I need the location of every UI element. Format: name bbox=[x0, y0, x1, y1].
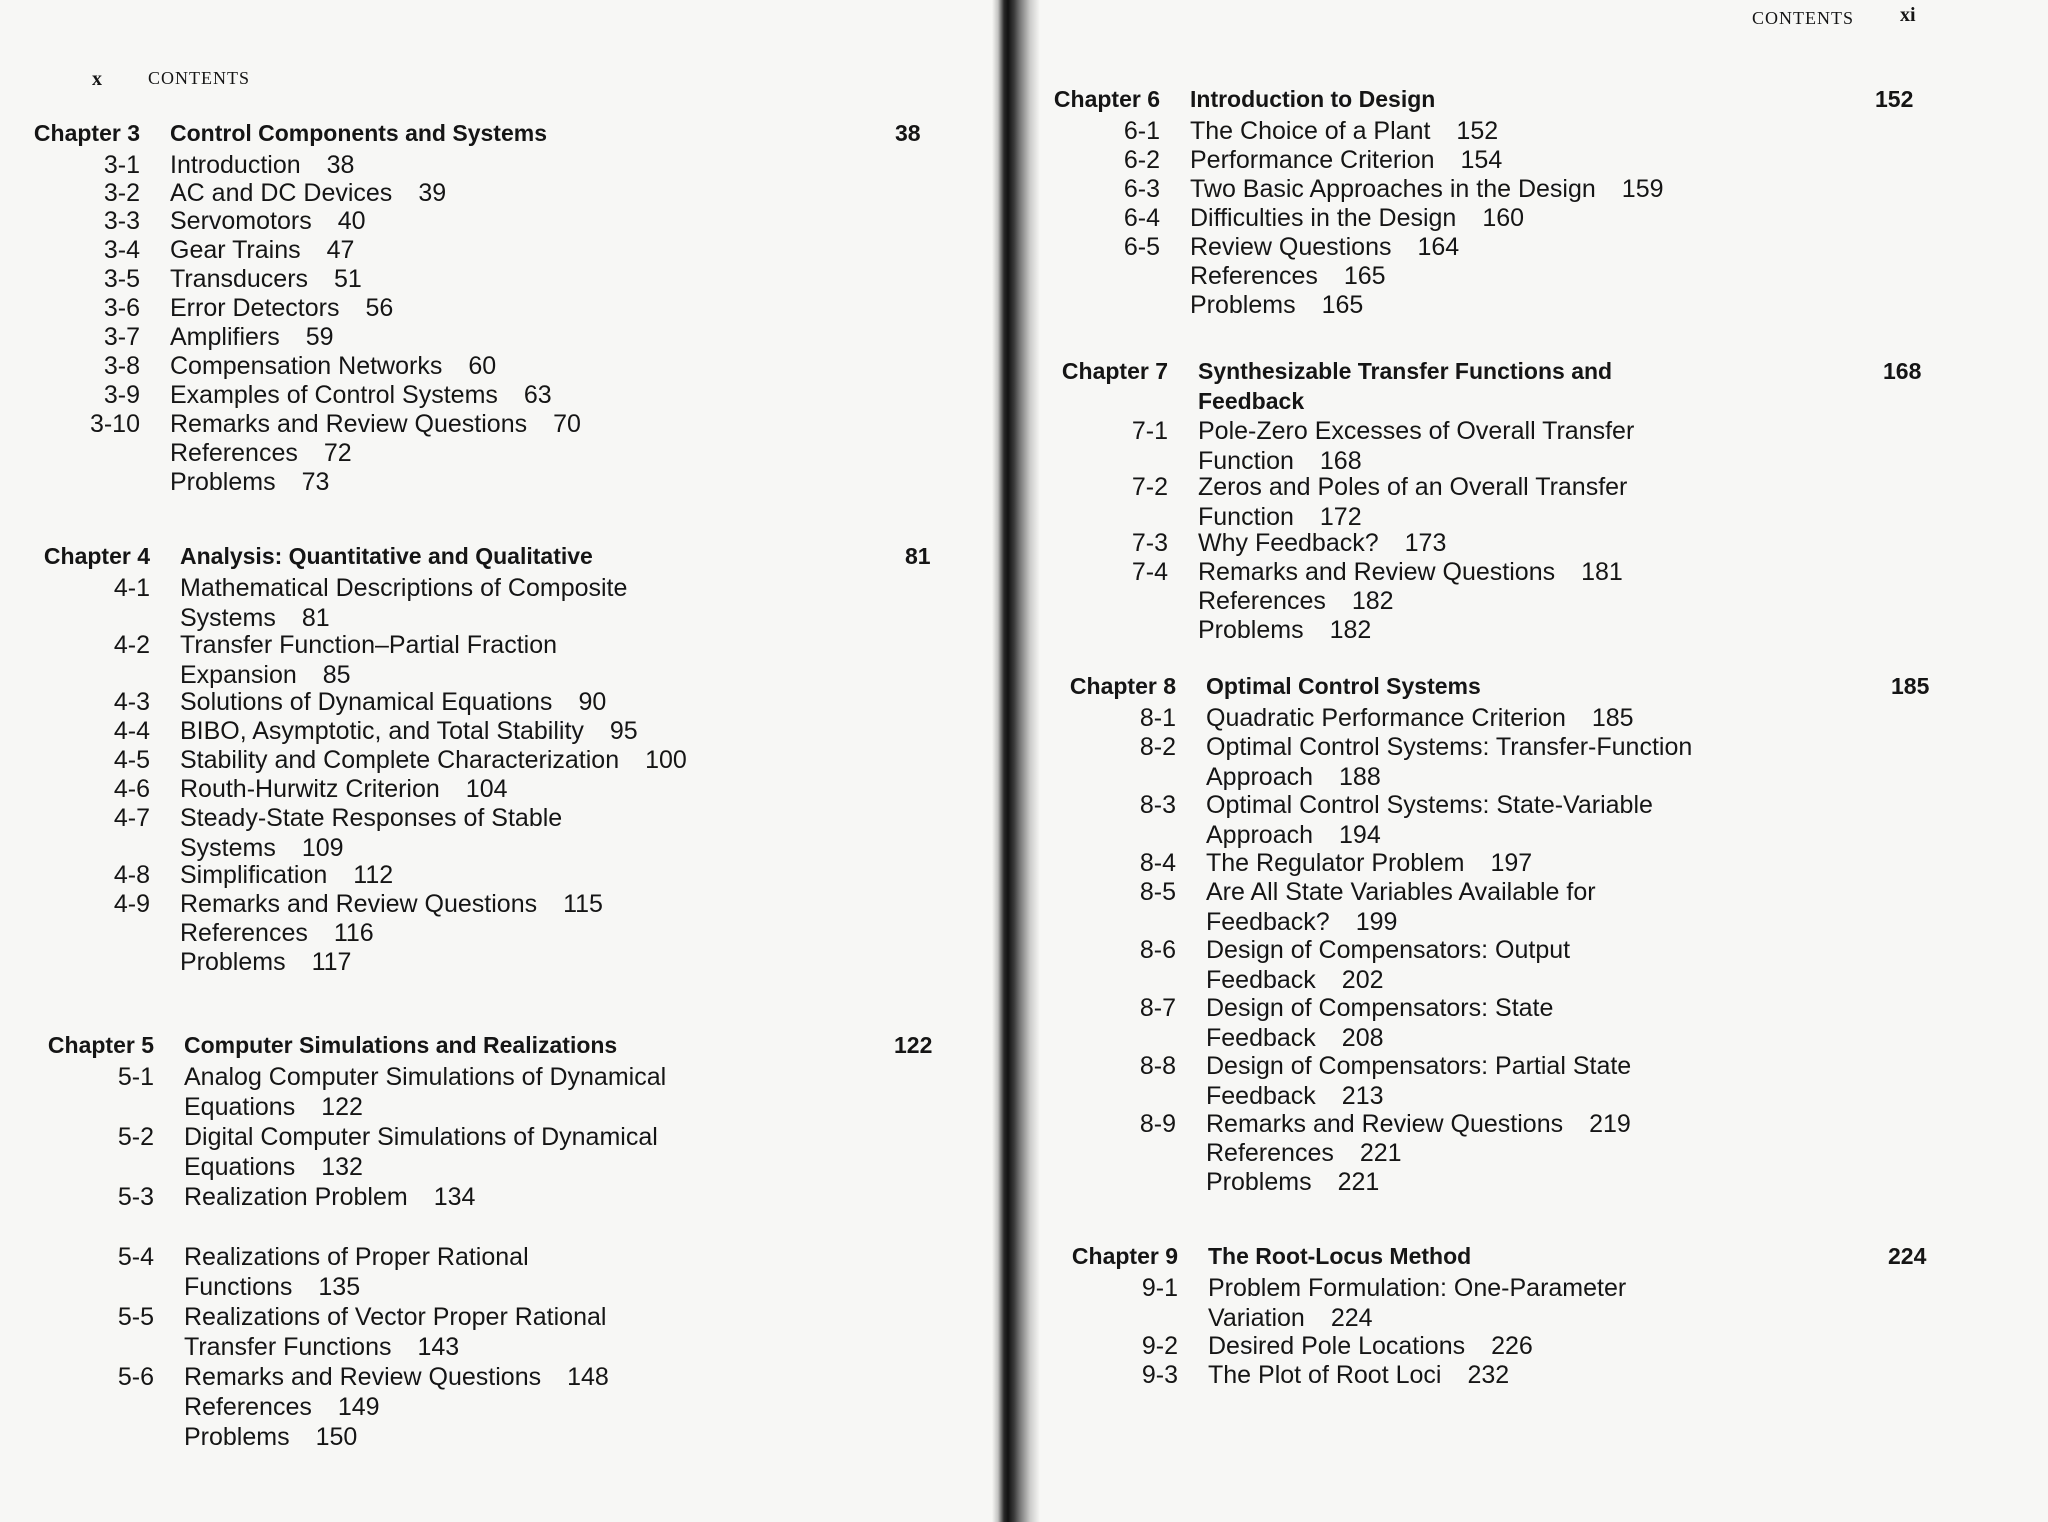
section-title bbox=[180, 745, 687, 775]
section-number: 8-4 bbox=[1139, 849, 1176, 877]
section-number: 7-3 bbox=[1131, 529, 1168, 557]
section-title bbox=[180, 573, 627, 603]
section-title-text: Difficulties in the Design bbox=[1190, 204, 1457, 232]
section-title bbox=[170, 322, 334, 352]
page-number: x bbox=[92, 68, 102, 90]
section-title bbox=[1198, 472, 1627, 502]
section-page-number: 152 bbox=[1456, 117, 1499, 145]
section-title-text: Realization Problem bbox=[184, 1183, 408, 1211]
chapter-page-number: 185 bbox=[1891, 673, 1930, 699]
section-title bbox=[180, 860, 393, 890]
section-page-number: 104 bbox=[465, 775, 508, 803]
chapter-label: Chapter 6 bbox=[1053, 86, 1160, 112]
section-number: 5-3 bbox=[117, 1183, 154, 1211]
section-number: 4-8 bbox=[113, 861, 150, 889]
section-title-text: Transfer Function–Partial Fraction bbox=[180, 631, 558, 659]
section-title-text: References bbox=[184, 1393, 312, 1421]
section-number: 6-2 bbox=[1123, 146, 1160, 174]
section-title bbox=[180, 660, 351, 690]
section-title bbox=[184, 1092, 363, 1122]
section-title-text: Design of Compensators: State bbox=[1206, 994, 1554, 1022]
section-page-number: 232 bbox=[1467, 1361, 1510, 1389]
section-title bbox=[180, 630, 557, 660]
section-page-number: 81 bbox=[301, 604, 330, 632]
section-title-text: Approach bbox=[1206, 821, 1314, 849]
right-page bbox=[1020, 0, 2048, 1522]
section-page-number: 73 bbox=[301, 468, 330, 496]
section-title-text: Feedback bbox=[1206, 966, 1316, 994]
section-number: 8-1 bbox=[1139, 704, 1176, 732]
chapter-label: Chapter 5 bbox=[47, 1032, 154, 1058]
section-number: 9-2 bbox=[1141, 1332, 1178, 1360]
section-title bbox=[180, 687, 606, 717]
section-page-number: 117 bbox=[311, 948, 352, 976]
section-page-number: 172 bbox=[1319, 503, 1362, 531]
running-head: CONTENTS bbox=[1752, 8, 1854, 28]
section-page-number: 202 bbox=[1341, 966, 1384, 994]
section-title bbox=[184, 1392, 380, 1422]
section-page-number: 109 bbox=[301, 834, 344, 862]
section-title-text: Mathematical Descriptions of Composite bbox=[180, 574, 628, 602]
section-number: 3-5 bbox=[103, 265, 140, 293]
section-number: 6-1 bbox=[1123, 117, 1160, 145]
section-title bbox=[1206, 1138, 1402, 1168]
section-page-number: 154 bbox=[1460, 146, 1503, 174]
section-title bbox=[1206, 965, 1384, 995]
section-title bbox=[170, 178, 446, 208]
section-title bbox=[1206, 732, 1692, 762]
section-title bbox=[1190, 261, 1386, 291]
section-title-text: Problem Formulation: One-Parameter bbox=[1208, 1274, 1627, 1302]
section-title-text: References bbox=[1198, 587, 1326, 615]
section-title-text: Feedback bbox=[1206, 1082, 1316, 1110]
section-page-number: 173 bbox=[1404, 529, 1447, 557]
section-page-number: 90 bbox=[578, 688, 607, 716]
section-page-number: 116 bbox=[333, 919, 374, 947]
section-page-number: 47 bbox=[326, 236, 355, 264]
section-page-number: 221 bbox=[1337, 1168, 1380, 1196]
section-title-text: Equations bbox=[184, 1093, 296, 1121]
section-title-text: The Choice of a Plant bbox=[1190, 117, 1431, 145]
chapter-page-number: 122 bbox=[894, 1032, 933, 1058]
section-title bbox=[1206, 790, 1653, 820]
section-title bbox=[1208, 1360, 1509, 1390]
section-title-text: Error Detectors bbox=[170, 294, 340, 322]
section-title bbox=[170, 293, 393, 323]
section-title bbox=[184, 1182, 475, 1212]
section-title-text: Remarks and Review Questions bbox=[180, 890, 538, 918]
section-title bbox=[1198, 528, 1446, 558]
chapter-title: Synthesizable Transfer Functions and bbox=[1198, 358, 1613, 384]
section-number: 7-2 bbox=[1131, 473, 1168, 501]
section-title bbox=[170, 235, 354, 265]
section-title bbox=[180, 833, 344, 863]
section-title-text: Function bbox=[1198, 503, 1294, 531]
chapter-page-number: 168 bbox=[1883, 358, 1922, 384]
chapter-label: Chapter 3 bbox=[33, 120, 140, 146]
section-title-text: Transducers bbox=[170, 265, 309, 293]
section-page-number: 213 bbox=[1341, 1082, 1384, 1110]
section-page-number: 208 bbox=[1341, 1024, 1384, 1052]
section-number: 6-5 bbox=[1123, 233, 1160, 261]
section-title bbox=[180, 774, 508, 804]
section-page-number: 72 bbox=[323, 439, 352, 467]
section-number: 3-2 bbox=[103, 179, 140, 207]
section-page-number: 181 bbox=[1581, 558, 1623, 586]
section-title bbox=[184, 1272, 360, 1302]
section-title bbox=[170, 150, 354, 180]
section-title-text: Problems bbox=[170, 468, 276, 496]
section-page-number: 56 bbox=[365, 294, 394, 322]
section-page-number: 39 bbox=[418, 179, 447, 207]
section-page-number: 165 bbox=[1343, 262, 1386, 290]
section-number: 8-2 bbox=[1139, 733, 1176, 761]
section-number: 4-7 bbox=[113, 804, 150, 832]
section-number: 8-9 bbox=[1139, 1110, 1176, 1138]
section-page-number: 194 bbox=[1339, 821, 1381, 849]
page-number: xi bbox=[1900, 4, 1916, 26]
section-title-text: Analog Computer Simulations of Dynamical bbox=[184, 1063, 667, 1091]
section-title-text: Why Feedback? bbox=[1198, 529, 1379, 557]
section-title-text: Solutions of Dynamical Equations bbox=[180, 688, 553, 716]
section-title-text: Two Basic Approaches in the Design bbox=[1190, 175, 1596, 203]
chapter-page-number: 38 bbox=[895, 120, 921, 146]
section-number: 4-4 bbox=[113, 717, 150, 745]
chapter-title: Computer Simulations and Realizations bbox=[184, 1032, 618, 1058]
section-page-number: 188 bbox=[1339, 763, 1381, 791]
section-page-number: 40 bbox=[337, 207, 366, 235]
section-page-number: 224 bbox=[1330, 1304, 1373, 1332]
section-number: 8-3 bbox=[1139, 791, 1176, 819]
section-title bbox=[170, 438, 352, 468]
section-title bbox=[184, 1242, 529, 1272]
section-page-number: 165 bbox=[1321, 291, 1364, 319]
section-title-text: Realizations of Vector Proper Rational bbox=[184, 1303, 607, 1331]
section-page-number: 159 bbox=[1621, 175, 1664, 203]
section-page-number: 59 bbox=[305, 323, 334, 351]
section-title-text: Remarks and Review Questions bbox=[1206, 1110, 1564, 1138]
section-number: 5-5 bbox=[117, 1303, 154, 1331]
section-title bbox=[1190, 232, 1459, 262]
section-title-text: The Regulator Problem bbox=[1206, 849, 1465, 877]
section-page-number: 38 bbox=[326, 151, 355, 179]
section-page-number: 135 bbox=[318, 1273, 361, 1301]
section-title-text: Simplification bbox=[180, 861, 328, 889]
section-title-text: Problems bbox=[1190, 291, 1296, 319]
section-title-text: Design of Compensators: Output bbox=[1206, 936, 1571, 964]
section-title-text: Examples of Control Systems bbox=[170, 381, 498, 409]
section-page-number: 95 bbox=[609, 717, 638, 745]
section-title-text: AC and DC Devices bbox=[170, 179, 393, 207]
chapter-page-number: 224 bbox=[1888, 1243, 1927, 1269]
section-title bbox=[1206, 703, 1634, 733]
section-number: 3-1 bbox=[103, 151, 140, 179]
section-title bbox=[1206, 1167, 1379, 1197]
section-number: 4-6 bbox=[113, 775, 150, 803]
section-number: 5-4 bbox=[117, 1243, 154, 1271]
section-page-number: 100 bbox=[645, 746, 687, 774]
section-title-text: BIBO, Asymptotic, and Total Stability bbox=[180, 717, 584, 745]
section-title bbox=[1206, 762, 1381, 792]
chapter-label: Chapter 8 bbox=[1069, 673, 1176, 699]
chapter-page-number: 152 bbox=[1875, 86, 1914, 112]
section-title-text: Stability and Complete Characterization bbox=[180, 746, 620, 774]
chapter-page-number: 81 bbox=[905, 543, 931, 569]
section-title bbox=[1190, 116, 1498, 146]
chapter-title: Control Components and Systems bbox=[170, 120, 547, 146]
section-number: 3-7 bbox=[103, 323, 140, 351]
section-title bbox=[1206, 1023, 1384, 1053]
section-title bbox=[1206, 907, 1397, 937]
section-title bbox=[184, 1332, 459, 1362]
section-title bbox=[1190, 174, 1664, 204]
section-title bbox=[180, 716, 638, 746]
section-title bbox=[180, 918, 374, 948]
section-number: 9-1 bbox=[1141, 1274, 1178, 1302]
section-number: 5-6 bbox=[117, 1363, 154, 1391]
section-number: 7-4 bbox=[1131, 558, 1168, 586]
section-page-number: 132 bbox=[321, 1153, 363, 1181]
section-page-number: 221 bbox=[1359, 1139, 1402, 1167]
section-page-number: 219 bbox=[1589, 1110, 1631, 1138]
section-number: 5-2 bbox=[117, 1123, 154, 1151]
section-title-text: Amplifiers bbox=[170, 323, 280, 351]
section-title bbox=[1206, 935, 1570, 965]
section-number: 4-5 bbox=[113, 746, 150, 774]
section-title bbox=[1190, 290, 1363, 320]
section-number: 5-1 bbox=[117, 1063, 154, 1091]
section-number: 4-2 bbox=[113, 631, 150, 659]
section-title bbox=[1198, 416, 1634, 446]
section-number: 4-9 bbox=[113, 890, 150, 918]
section-title-text: Optimal Control Systems: Transfer-Function bbox=[1206, 733, 1693, 761]
section-title-text: Expansion bbox=[180, 661, 297, 689]
section-title bbox=[180, 603, 330, 633]
section-page-number: 112 bbox=[353, 861, 394, 889]
section-number: 6-4 bbox=[1123, 204, 1160, 232]
section-title-text: Pole-Zero Excesses of Overall Transfer bbox=[1198, 417, 1635, 445]
section-page-number: 85 bbox=[322, 661, 351, 689]
section-page-number: 149 bbox=[337, 1393, 380, 1421]
section-title bbox=[170, 467, 329, 497]
section-title-text: Are All State Variables Available for bbox=[1206, 878, 1596, 906]
section-number: 9-3 bbox=[1141, 1361, 1178, 1389]
section-title bbox=[1198, 615, 1371, 645]
section-title-text: Feedback? bbox=[1206, 908, 1330, 936]
section-number: 8-6 bbox=[1139, 936, 1176, 964]
section-title-text: Problems bbox=[184, 1423, 290, 1451]
section-title-text: Quadratic Performance Criterion bbox=[1206, 704, 1566, 732]
section-title-text: Gear Trains bbox=[170, 236, 301, 264]
chapter-label: Chapter 7 bbox=[1061, 358, 1168, 384]
section-title bbox=[184, 1302, 606, 1332]
section-title-text: Steady-State Responses of Stable bbox=[180, 804, 563, 832]
section-number: 4-3 bbox=[113, 688, 150, 716]
section-page-number: 134 bbox=[433, 1183, 476, 1211]
section-title-text: Problems bbox=[180, 948, 286, 976]
section-title bbox=[180, 889, 603, 919]
section-title bbox=[1206, 1081, 1384, 1111]
chapter-title: Analysis: Quantitative and Qualitative bbox=[180, 543, 593, 569]
section-title bbox=[1206, 820, 1381, 850]
section-title-text: Function bbox=[1198, 447, 1294, 475]
left-page bbox=[0, 0, 1000, 1522]
chapter-title: Optimal Control Systems bbox=[1206, 673, 1481, 699]
section-title-text: Servomotors bbox=[170, 207, 312, 235]
chapter-label: Chapter 4 bbox=[43, 543, 150, 569]
section-title bbox=[184, 1152, 363, 1182]
section-title bbox=[170, 380, 552, 410]
section-number: 7-1 bbox=[1131, 417, 1168, 445]
section-number: 3-9 bbox=[103, 381, 140, 409]
section-title bbox=[1206, 1051, 1631, 1081]
section-page-number: 164 bbox=[1417, 233, 1460, 261]
section-title-text: Performance Criterion bbox=[1190, 146, 1435, 174]
section-title-text: Compensation Networks bbox=[170, 352, 443, 380]
chapter-title: Introduction to Design bbox=[1190, 86, 1436, 112]
section-title-text: Equations bbox=[184, 1153, 296, 1181]
section-page-number: 182 bbox=[1329, 616, 1372, 644]
section-page-number: 168 bbox=[1319, 447, 1362, 475]
section-page-number: 150 bbox=[315, 1423, 358, 1451]
section-title bbox=[170, 206, 366, 236]
section-title bbox=[1206, 993, 1553, 1023]
section-number: 8-8 bbox=[1139, 1052, 1176, 1080]
section-title-text: Systems bbox=[180, 834, 276, 862]
section-title bbox=[184, 1122, 658, 1152]
section-title-text: Optimal Control Systems: State-Variable bbox=[1206, 791, 1653, 819]
section-title bbox=[184, 1062, 666, 1092]
section-page-number: 197 bbox=[1490, 849, 1533, 877]
section-number: 4-1 bbox=[113, 574, 150, 602]
section-title-text: References bbox=[170, 439, 298, 467]
section-page-number: 185 bbox=[1591, 704, 1634, 732]
section-title bbox=[1190, 203, 1524, 233]
chapter-label: Chapter 9 bbox=[1071, 1243, 1178, 1269]
chapter-title-continued: Feedback bbox=[1198, 388, 1305, 414]
section-title bbox=[184, 1362, 609, 1392]
section-page-number: 143 bbox=[417, 1333, 460, 1361]
section-title bbox=[1190, 145, 1502, 175]
section-number: 3-8 bbox=[103, 352, 140, 380]
section-page-number: 51 bbox=[334, 265, 362, 293]
section-title bbox=[1206, 848, 1532, 878]
section-title-text: Remarks and Review Questions bbox=[184, 1363, 542, 1391]
section-title-text: Variation bbox=[1208, 1304, 1305, 1332]
section-page-number: 199 bbox=[1355, 908, 1398, 936]
section-title-text: Problems bbox=[1198, 616, 1304, 644]
section-page-number: 148 bbox=[567, 1363, 609, 1391]
section-title-text: References bbox=[1190, 262, 1318, 290]
section-title-text: References bbox=[1206, 1139, 1334, 1167]
section-title-text: Feedback bbox=[1206, 1024, 1316, 1052]
section-title bbox=[1208, 1273, 1626, 1303]
section-title bbox=[1208, 1331, 1533, 1361]
section-title-text: References bbox=[180, 919, 308, 947]
section-title bbox=[170, 264, 362, 294]
section-title-text: Introduction bbox=[170, 151, 301, 179]
section-page-number: 160 bbox=[1482, 204, 1525, 232]
section-title bbox=[1208, 1303, 1373, 1333]
section-title-text: The Plot of Root Loci bbox=[1208, 1361, 1442, 1389]
section-title-text: Remarks and Review Questions bbox=[170, 410, 528, 438]
section-title-text: Digital Computer Simulations of Dynamical bbox=[184, 1123, 658, 1151]
section-number: 8-5 bbox=[1139, 878, 1176, 906]
section-title bbox=[1198, 557, 1623, 587]
section-title-text: Desired Pole Locations bbox=[1208, 1332, 1466, 1360]
section-title bbox=[170, 409, 581, 439]
section-title-text: Remarks and Review Questions bbox=[1198, 558, 1556, 586]
section-title-text: Approach bbox=[1206, 763, 1314, 791]
section-page-number: 115 bbox=[563, 890, 603, 918]
section-page-number: 63 bbox=[523, 381, 552, 409]
section-title-text: Systems bbox=[180, 604, 276, 632]
section-number: 3-10 bbox=[89, 410, 140, 438]
section-title bbox=[1198, 586, 1394, 616]
section-title-text: Problems bbox=[1206, 1168, 1312, 1196]
section-number: 6-3 bbox=[1123, 175, 1160, 203]
section-page-number: 122 bbox=[321, 1093, 363, 1121]
section-number: 8-7 bbox=[1139, 994, 1176, 1022]
section-title bbox=[184, 1422, 357, 1452]
running-head: CONTENTS bbox=[148, 68, 250, 88]
section-title-text: Transfer Functions bbox=[184, 1333, 392, 1361]
section-page-number: 226 bbox=[1491, 1332, 1533, 1360]
section-title-text: Routh-Hurwitz Criterion bbox=[180, 775, 440, 803]
chapter-title: The Root-Locus Method bbox=[1208, 1243, 1472, 1269]
section-title bbox=[1206, 1109, 1631, 1139]
section-number: 3-3 bbox=[103, 207, 140, 235]
section-number: 3-4 bbox=[103, 236, 140, 264]
section-page-number: 70 bbox=[553, 410, 581, 438]
section-title-text: Zeros and Poles of an Overall Transfer bbox=[1198, 473, 1628, 501]
section-title-text: Design of Compensators: Partial State bbox=[1206, 1052, 1632, 1080]
section-title bbox=[180, 947, 351, 977]
section-number: 3-6 bbox=[103, 294, 140, 322]
section-title-text: Realizations of Proper Rational bbox=[184, 1243, 529, 1271]
section-title bbox=[1206, 877, 1596, 907]
section-page-number: 60 bbox=[468, 352, 497, 380]
section-title bbox=[180, 803, 562, 833]
section-title-text: Review Questions bbox=[1190, 233, 1392, 261]
section-title-text: Functions bbox=[184, 1273, 293, 1301]
section-title bbox=[170, 351, 496, 381]
section-page-number: 182 bbox=[1351, 587, 1394, 615]
